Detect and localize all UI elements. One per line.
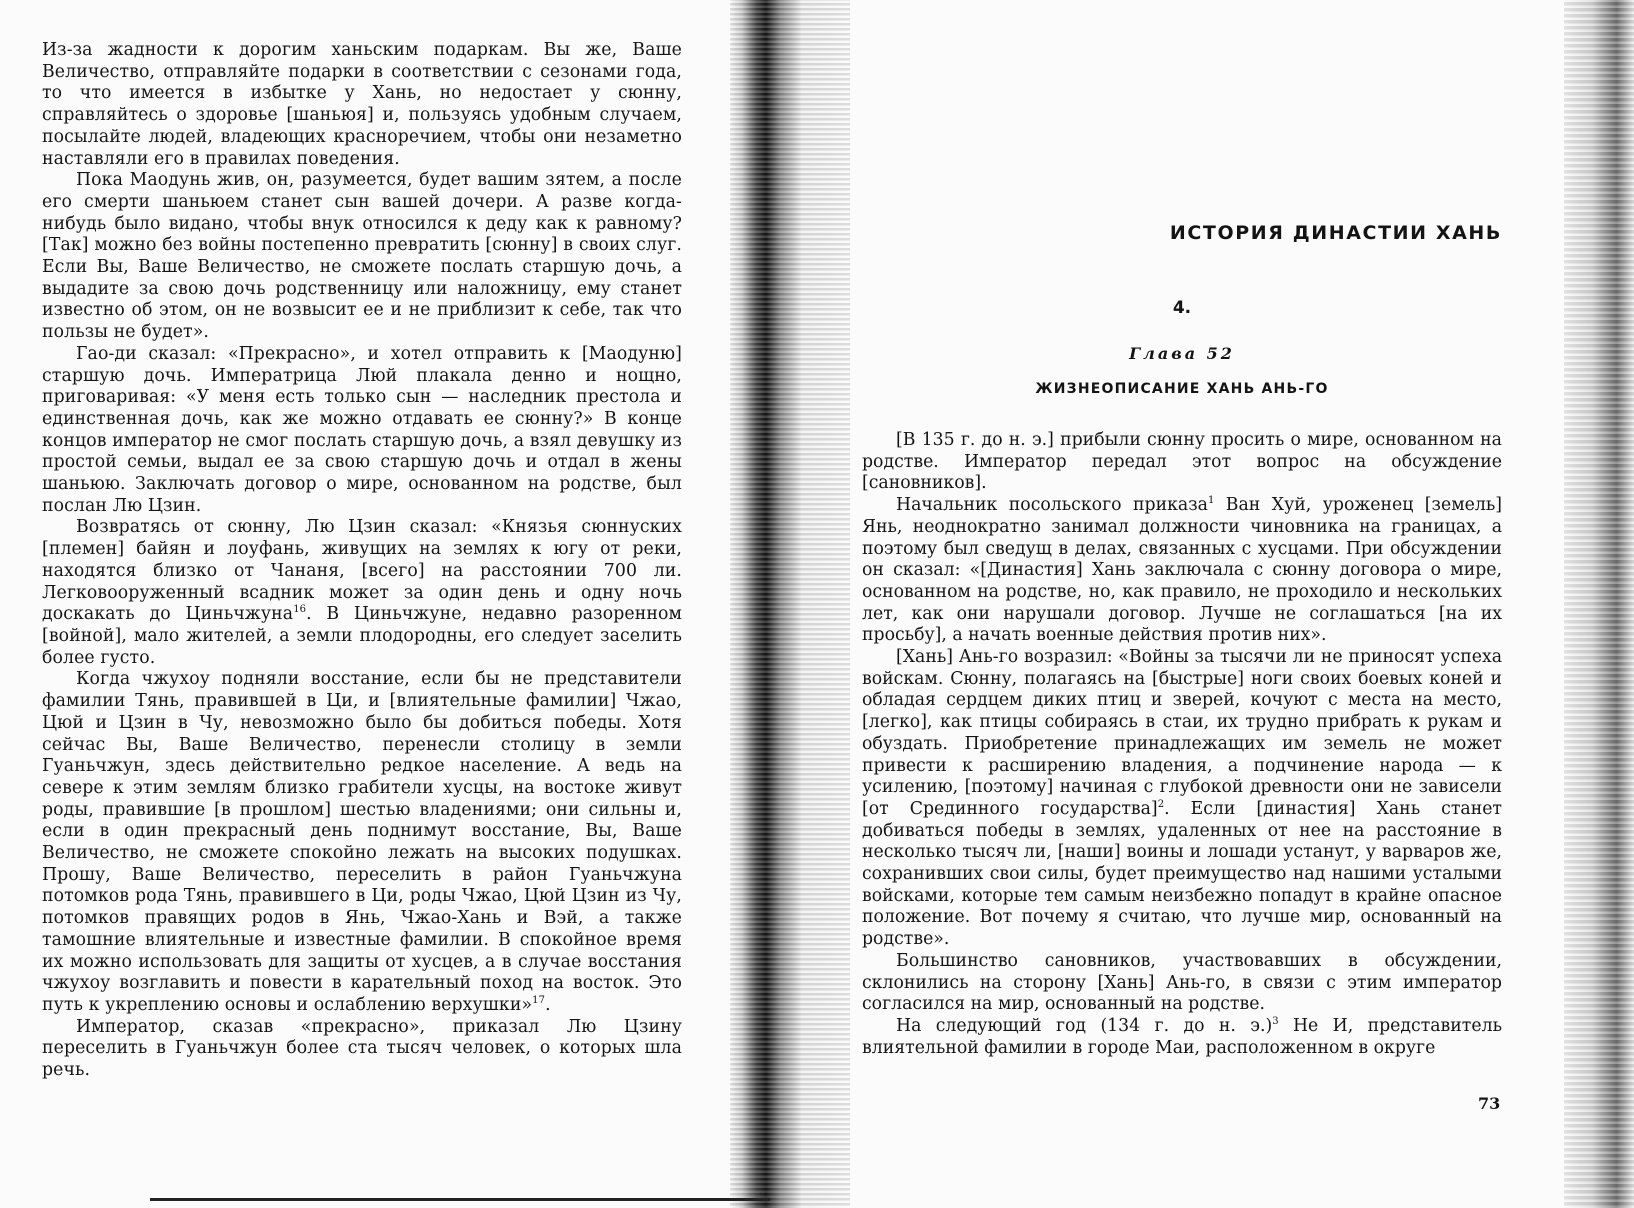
left-paragraph-1-text: Из-за жадности к дорогим ханьским подаркам. Вы же, Ваше Величество, отправляйте подарки в соответствии с сезонами года, то что имеется в избытке у Хань, но недостает у сюнну, справляйтесь о здоровье [шаньюя] и, пользуясь удобным случаем, посылайте людей, владеющих красноречием, чтобы они незаметно наставляли его в правилах поведения. [42,40,682,169]
footnote-marker-17: 17 [532,995,546,1007]
biography-title: ЖИЗНЕОПИСАНИЕ ХАНЬ АНЬ-ГО [1035,381,1329,397]
right-paragraph-2 [862,495,1502,647]
left-paragraph-2-text: Пока Маодунь жив, он, разумеется, будет вашим зятем, а после его смерти шаньюем станет сын вашей дочери. А разве когда-нибудь было видано, чтобы внук относился к деду как к равному? [Так] можно без войны постепенно превратить [сюнну] в своих слуг. Если Вы, Ваше Величество, не сможете послать старшую дочь, а выдадите за свою дочь родственницу или наложницу, ему станет известно об этом, он не возвысит ее и не приблизит к себе, так что пользы не будет». [42,170,682,343]
page-number: 73 [1478,1094,1501,1113]
right-paragraph-2-text-cont: Ван Хуй, уроженец [земель] Янь, неоднократно занимал должности чиновника на границах, а поэтому был сведущ в делах, связанных с хусцами. При обсуждении он сказал: «[Династия] Хань заключала с сюнну договора о мире, основанном на родстве, но, как правило, не проходило и нескольких лет, как они нарушали договор. Лучше не соглашаться [на их просьбу], а начать военные действия против них». [862,495,1502,646]
left-paragraph-3 [42,344,682,518]
right-paragraph-4-text: Большинство сановников, участвовавших в обсуждении, склонились на сторону [Хань] Ань-го, в связи с этим император согласился на мир, основанный на родстве. [862,950,1502,1015]
right-paragraph-5-text: На следующий год (134 г. до н. э.) [896,1015,1273,1036]
page-bottom-rule [150,1198,770,1201]
left-paragraph-2 [42,170,682,344]
right-paragraph-2-text: Начальник посольского приказа [896,495,1208,516]
left-paragraph-5-text: Когда чжухоу подняли восстание, если бы не представители фамилии Тянь, правившей в Ци, и [влиятельные фамилии] Чжао, Цюй и Цзин в Чу, невозможно было бы добиться победы. Хотя сейчас Вы, Ваше Величество, перенесли столицу в земли Гуаньчжун, здесь действительно редкое население. А ведь на севере к этим землям близко грабители хусцы, на востоке живут роды, правившие [в прошлом] шестью владениями; они сильны и, если в один прекрасный день поднимут восстание, Вы, Ваше Величество, не сможете спокойно лежать на высоких подушках. Прошу, Ваше Величество, переселить в район Гуаньчжуна потомков рода Тянь, правившего в Ци, роды Чжао, Цюй Цзин из Чу, потомков правящих родов в Янь, Чжао-Хань и Вэй, а также тамошние влиятельные и известные фамилии. В спокойное время их можно использовать для защиты от хусцев, а в случае восстания чжухоу возглавить и повести в карательный поход на восток. Это путь к укреплению основы и ослаблению верхушки» [42,669,682,1015]
book-title-heading: ИСТОРИЯ ДИНАСТИИ ХАНЬ [1169,222,1502,244]
left-paragraph-5 [42,669,682,1016]
left-paragraph-4 [42,517,682,669]
left-paragraph-3-text: Гао-ди сказал: «Прекрасно», и хотел отправить к [Маодуню] старшую дочь. Императрица Люй плакала денно и нощно, приговаривая: «У меня есть только сын — наследник престола и единственная дочь, как же можно отдавать ее сюнну?» В конце концов император не смог послать старшую дочь, а взял девушку из простой семьи, выдал ее за свою старшую дочь и отдал в жены шаньюю. Заключать договор о мире, основанном на родстве, был послан Лю Цзин. [42,343,682,516]
left-paragraph-6 [42,1017,682,1082]
footnote-marker-3: 3 [1272,1016,1279,1028]
right-paragraph-3-text-cont: . Если [династия] Хань станет добиваться победы в землях, удаленных от нее на расстояние в несколько тысяч ли, [наши] воины и лошади устанут, у варваров же, сохранивших свои силы, будет преимущество над нашими усталыми войсками, которые тем самым неизбежно попадут в крайне опасное положение. Вот почему я считаю, что лучше мир, основанный на родстве». [862,798,1502,950]
section-number: 4. [1172,298,1192,318]
right-paragraph-4 [862,951,1502,1016]
right-page-body [862,430,1502,1059]
right-paragraph-5 [862,1016,1502,1059]
left-paragraph-4-text-cont: . В Циньчжуне, недавно разоренном [войной], мало жителей, а земли плодородны, его следует заселить более густо. [42,604,682,668]
left-paragraph-5-text-cont: . [545,994,551,1015]
book-gutter-shadow [730,0,850,1208]
footnote-marker-2: 2 [1157,799,1165,811]
footnote-marker-1: 1 [1207,495,1215,507]
right-paragraph-3 [862,647,1502,951]
chapter-heading: Глава 52 [1129,344,1235,363]
right-paragraph-3-text: [Хань] Ань-го возразил: «Войны за тысячи ли не приносят успеха войскам. Сюнну, полагаясь на [быстрые] ноги своих боевых коней и обладая сердцем диких птиц и зверей, кочуют с места на место, [легко], как птицы собираясь в стаи, их трудно прибрать к рукам и обуздать. Приобретение принадлежащих им земель не может привести к расширению владения, а подчинение народа — к усилению, [поэтому] начиная с глубокой древности они не зависели [от Срединного государства] [862,647,1502,819]
left-page [42,40,682,1082]
page-edge-shadow [1564,0,1634,1208]
left-paragraph-6-text: Император, сказав «прекрасно», приказал Лю Цзину переселить в Гуаньчжун более ста тысяч человек, о которых шла речь. [42,1016,682,1081]
right-paragraph-5-text-cont: Не И, представитель влиятельной фамилии в городе Маи, расположенном в округе [862,1015,1502,1058]
left-paragraph-4-text: Возвратясь от сюнну, Лю Цзин сказал: «Князья сюннуских [племен] байян и лоуфань, живущих на землях к югу от реки, находятся близко от Чананя, [всего] на расстоянии 700 ли. Легковооруженный всадник может за один день и одну ночь доскакать до Циньчжуна [42,517,682,625]
right-paragraph-1 [862,430,1502,495]
left-paragraph-1 [42,40,682,170]
right-paragraph-1-text: [В 135 г. до н. э.] прибыли сюнну просить о мире, основанном на родстве. Император передал этот вопрос на обсуждение [сановников]. [862,430,1502,494]
footnote-marker-16: 16 [293,604,307,616]
